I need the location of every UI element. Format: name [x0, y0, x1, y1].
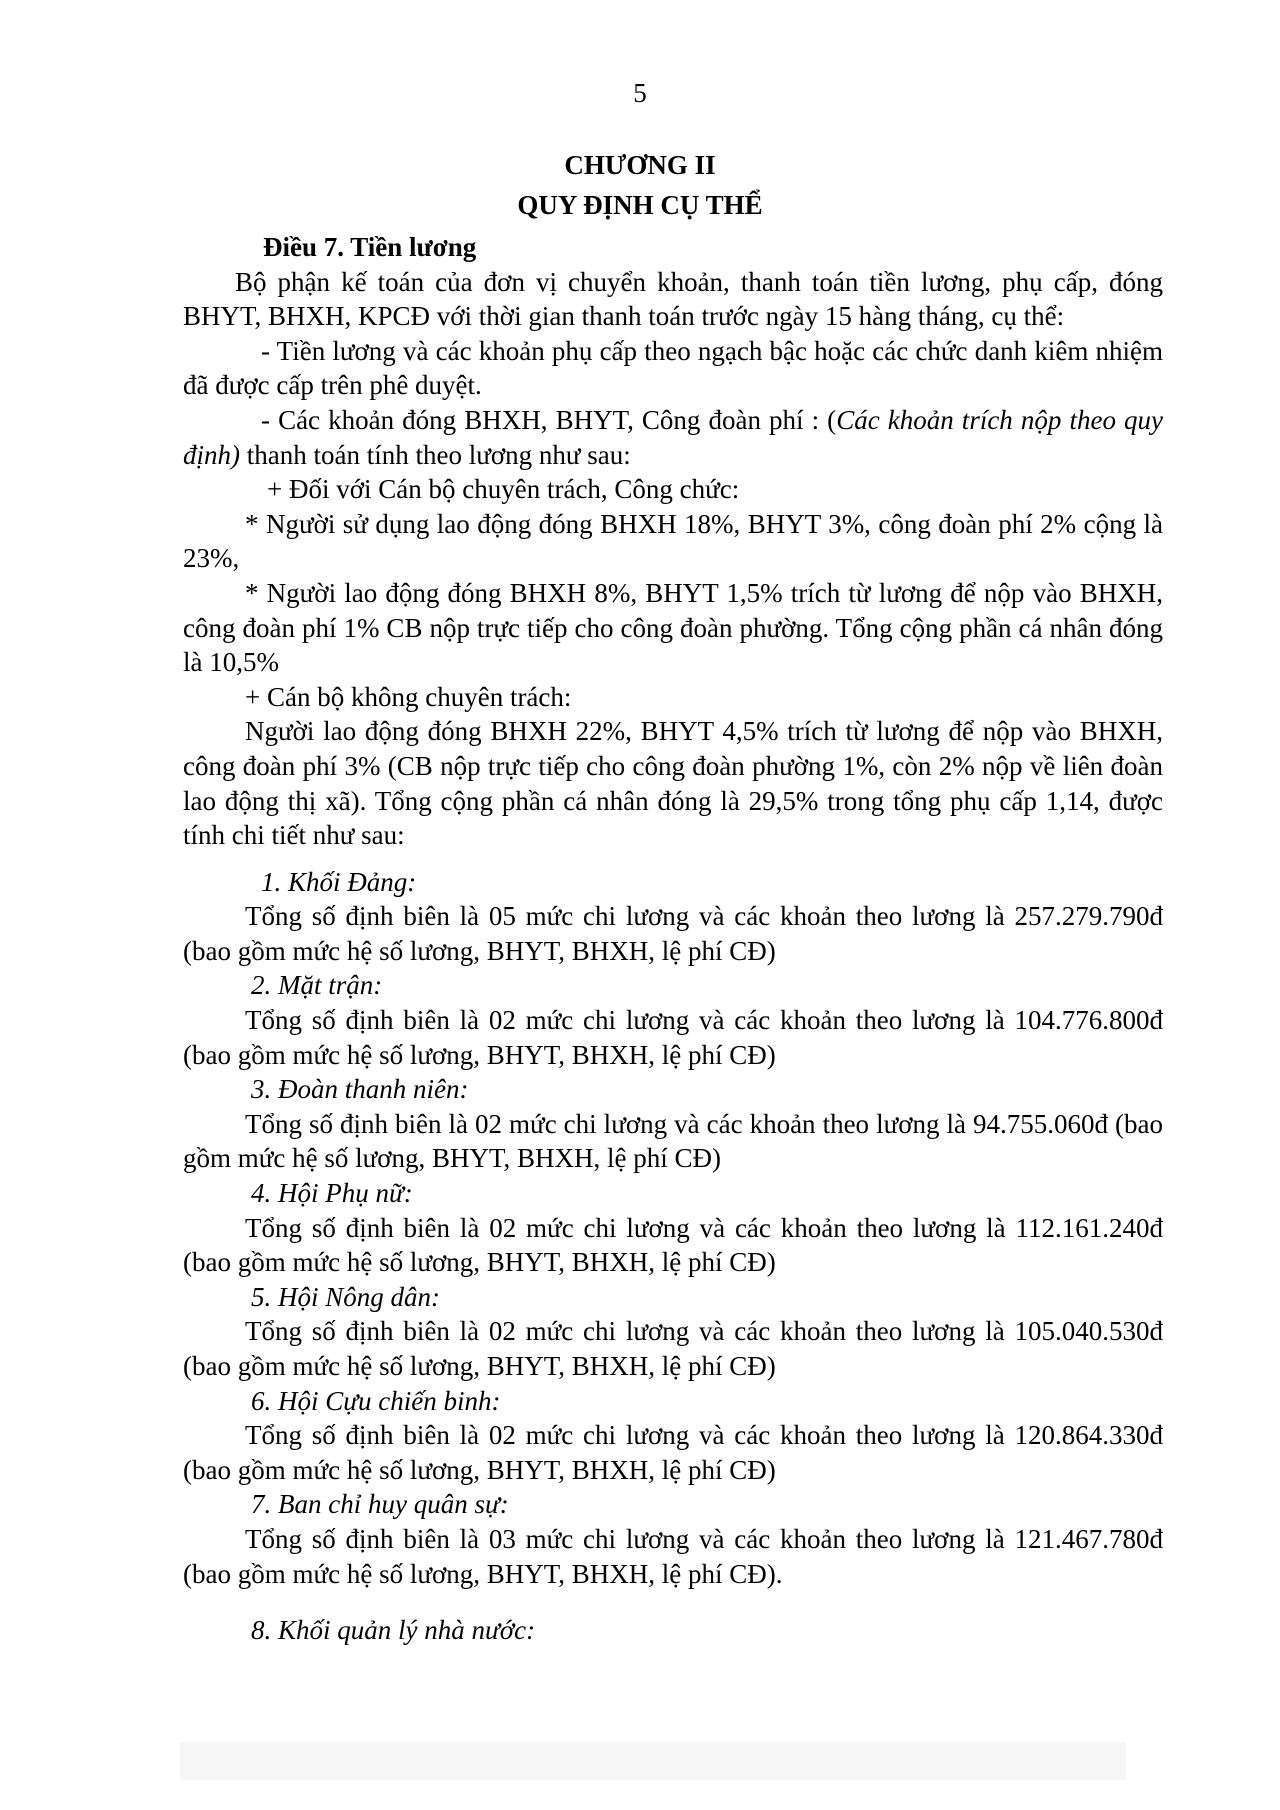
contribution-item — [183, 403, 1163, 472]
salary-item: - Tiền lương và các khoản phụ cấp theo ngạch bậc hoặc các chức danh kiêm nhiệm đã được cấp trên phê duyệt. — [183, 335, 1163, 401]
section-title: 8. Khối quản lý nhà nước: — [251, 1615, 536, 1646]
section-title: 6. Hội Cựu chiến binh: — [251, 1385, 501, 1416]
section-title: 4. Hội Phụ nữ: — [251, 1178, 413, 1209]
section-title: 1. Khối Đảng: — [261, 866, 417, 897]
section-title: 5. Hội Nông dân: — [251, 1281, 440, 1312]
section-title: 3. Đoàn thanh niên: — [251, 1074, 469, 1105]
chapter-number: CHƯƠNG II — [564, 150, 716, 180]
section-title: 7. Ban chỉ huy quân sự: — [251, 1489, 509, 1520]
section-text: Tổng số định biên là 02 mức chi lương và các khoản theo lương là 105.040.530đ (bao gồm mức hệ số lương, BHYT, BHXH, lệ phí CĐ) — [183, 1316, 1163, 1381]
section-text: Tổng số định biên là 03 mức chi lương và các khoản theo lương là 121.467.780đ (bao gồm mức hệ số lương, BHYT, BHXH, lệ phí CĐ). — [183, 1523, 1163, 1589]
contribution-text-pre: - Các khoản đóng BHXH, BHYT, Công đoàn phí : ( — [261, 404, 837, 435]
footer-strip — [180, 1742, 1126, 1780]
section-text: Tổng số định biên là 02 mức chi lương và các khoản theo lương là 112.161.240đ (bao gồm mức hệ số lương, BHYT, BHXH, lệ phí CĐ) — [183, 1212, 1163, 1278]
section-text: Tổng số định biên là 02 mức chi lương và các khoản theo lương là 104.776.800đ (bao gồm mức hệ số lương, BHYT, BHXH, lệ phí CĐ) — [183, 1005, 1163, 1070]
contribution-text-post: thanh toán tính theo lương như sau: — [240, 439, 631, 470]
group1-title: + Đối với Cán bộ chuyên trách, Công chức: — [267, 474, 740, 505]
section-text: Tổng số định biên là 02 mức chi lương và các khoản theo lương là 94.755.060đ (bao gồm mức hệ số lương, BHYT, BHXH, lệ phí CĐ) — [183, 1108, 1163, 1174]
page-number: 5 — [633, 78, 647, 108]
group1-employer: * Người sử dụng lao động đóng BHXH 18%, BHYT 3%, công đoàn phí 2% cộng là 23%, — [183, 508, 1163, 574]
group1-employee: * Người lao động đóng BHXH 8%, BHYT 1,5% trích từ lương để nộp vào BHXH, công đoàn phí 1% CB nộp trực tiếp cho công đoàn phường. Tổng cộng phần cá nhân đóng là 10,5% — [183, 577, 1163, 678]
section-title: 2. Mặt trận: — [251, 970, 383, 1001]
section-text: Tổng số định biên là 02 mức chi lương và các khoản theo lương là 120.864.330đ (bao gồm mức hệ số lương, BHYT, BHXH, lệ phí CĐ) — [183, 1420, 1163, 1485]
document-body — [183, 230, 1163, 1648]
intro-paragraph: Bộ phận kế toán của đơn vị chuyển khoản, thanh toán tiền lương, phụ cấp, đóng BHYT, BHXH, KPCĐ với thời gian thanh toán trước ngày 15 hàng tháng, cụ thể: — [183, 266, 1163, 332]
contribution-text-italic: Các khoản trích nộp theo quy định) — [183, 404, 1163, 470]
group2-employee: Người lao động đóng BHXH 22%, BHYT 4,5% trích từ lương để nộp vào BHXH, công đoàn phí 3% (CB nộp trực tiếp cho công đoàn phường 1%, còn 2% nộp về liên đoàn lao động thị xã). Tổng cộng phần cá nhân đóng là 29,5% trong tổng phụ cấp 1,14, được tính chi tiết như sau: — [183, 716, 1163, 851]
section-text: Tổng số định biên là 05 mức chi lương và các khoản theo lương là 257.279.790đ (bao gồm mức hệ số lương, BHYT, BHXH, lệ phí CĐ) — [183, 901, 1163, 966]
article-heading: Điều 7. Tiền lương — [263, 232, 477, 262]
chapter-title: QUY ĐỊNH CỤ THỂ — [517, 190, 763, 220]
group2-title: + Cán bộ không chuyên trách: — [245, 681, 572, 712]
